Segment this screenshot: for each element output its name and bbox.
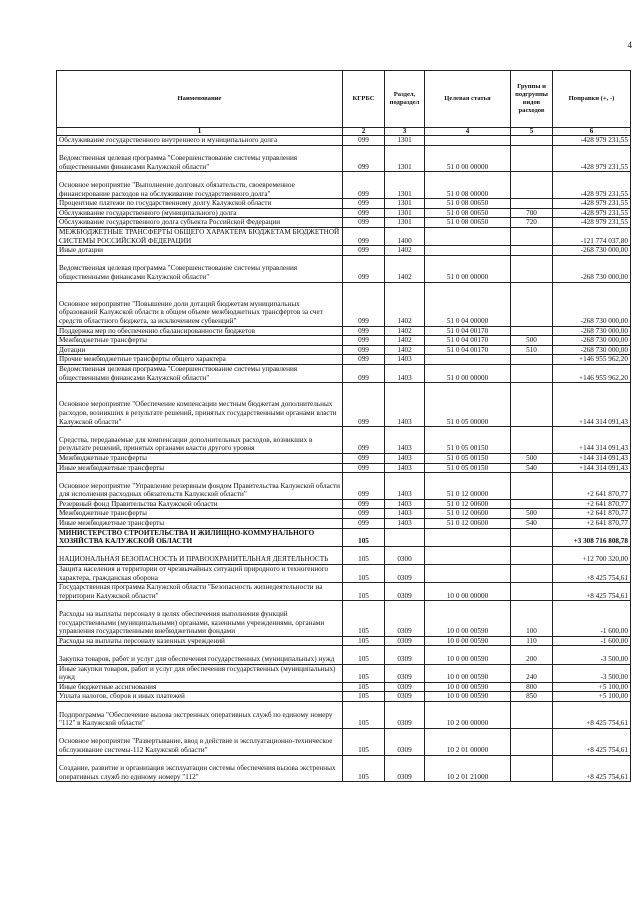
- row-section: 1301: [385, 136, 425, 146]
- row-expense-group: [511, 199, 553, 209]
- row-target-article: 51 0 08 00650: [425, 218, 511, 228]
- row-amount: -428 979 231,55: [553, 136, 631, 146]
- row-amount: +2 641 870,77: [553, 499, 631, 509]
- row-kgrbs: 099: [343, 145, 385, 172]
- row-name: МИНИСТЕРСТВО СТРОИТЕЛЬСТВА И ЖИЛИЩНО-КОММУНАЛЬНОГО ХОЗЯЙСТВА КАЛУЖСКОЙ ОБЛАСТИ: [57, 528, 343, 546]
- row-target-article: [425, 227, 511, 245]
- row-target-article: 51 0 12 00600: [425, 519, 511, 529]
- row-target-article: 10 0 00 00590: [425, 601, 511, 636]
- header-kgrbs: КГРБС: [343, 71, 385, 128]
- row-expense-group: [511, 528, 553, 546]
- row-target-article: [425, 355, 511, 365]
- row-section: 1301: [385, 145, 425, 172]
- row-amount: +12 700 320,00: [553, 546, 631, 564]
- row-kgrbs: 099: [343, 453, 385, 463]
- row-kgrbs: 105: [343, 583, 385, 601]
- row-name: Ведомственная целевая программа "Совершенствование системы управления общественными финансами Калужской области": [57, 364, 343, 382]
- table-row: [57, 136, 631, 146]
- row-expense-group: [511, 255, 553, 282]
- header-section: Раздел, подраздел: [385, 71, 425, 128]
- row-target-article: [425, 546, 511, 564]
- row-kgrbs: 099: [343, 427, 385, 454]
- table-row: [57, 546, 631, 564]
- row-name: Подпрограмма "Обеспечение вызова экстренных оперативных служб по единому номеру "112" в Калужской области": [57, 701, 343, 728]
- table-row: [57, 728, 631, 755]
- row-expense-group: [511, 145, 553, 172]
- row-target-article: [425, 136, 511, 146]
- row-kgrbs: 099: [343, 246, 385, 256]
- row-name: Дотации: [57, 345, 343, 355]
- row-name: Закупка товаров, работ и услуг для обеспечения государственных (муниципальных) нужд: [57, 646, 343, 664]
- row-target-article: 10 2 00 00000: [425, 701, 511, 728]
- row-section: 1403: [385, 453, 425, 463]
- row-amount: +5 100,00: [553, 692, 631, 702]
- row-section: 1402: [385, 246, 425, 256]
- row-name: Расходы на выплаты персоналу казенных учреждений: [57, 636, 343, 646]
- row-target-article: 51 0 05 00150: [425, 427, 511, 454]
- row-expense-group: [511, 355, 553, 365]
- row-name: Обслуживание государственного долга субъекта Российской Федерации: [57, 218, 343, 228]
- row-kgrbs: 099: [343, 383, 385, 427]
- row-section: 1301: [385, 218, 425, 228]
- row-kgrbs: 099: [343, 509, 385, 519]
- row-kgrbs: 099: [343, 218, 385, 228]
- row-expense-group: [511, 136, 553, 146]
- row-expense-group: 700: [511, 208, 553, 218]
- row-name: Создание, развитие и организация эксплуатации системы обеспечения вызова экстренных оперативных служб по единому номеру "112": [57, 755, 343, 782]
- column-number: 3: [385, 128, 425, 136]
- row-target-article: [425, 246, 511, 256]
- row-section: 1403: [385, 364, 425, 382]
- row-amount: -428 979 231,55: [553, 145, 631, 172]
- table-row: [57, 453, 631, 463]
- table-row: [57, 463, 631, 473]
- row-kgrbs: 099: [343, 326, 385, 336]
- row-name: Основное мероприятие "Управление резервным фондом Правительства Калужской области для исполнения расходных обязательств Калужской области": [57, 473, 343, 500]
- header-expense-group: Группы и подгруппы видов расходов: [511, 71, 553, 128]
- row-amount: -1 600,00: [553, 601, 631, 636]
- row-section: 1403: [385, 509, 425, 519]
- row-expense-group: 110: [511, 636, 553, 646]
- row-target-article: 10 2 01 00000: [425, 728, 511, 755]
- row-amount: +3 308 716 808,78: [553, 528, 631, 546]
- row-target-article: 51 0 08 00000: [425, 172, 511, 199]
- row-kgrbs: 099: [343, 355, 385, 365]
- row-name: Защита населения и территории от чрезвычайных ситуаций природного и техногенного характера, гражданская оборона: [57, 565, 343, 583]
- row-section: 1403: [385, 499, 425, 509]
- table-row: [57, 282, 631, 326]
- row-target-article: 51 0 05 00000: [425, 383, 511, 427]
- row-target-article: 10 0 00 00590: [425, 682, 511, 692]
- row-expense-group: 500: [511, 453, 553, 463]
- row-kgrbs: 105: [343, 728, 385, 755]
- row-kgrbs: 105: [343, 692, 385, 702]
- row-expense-group: 500: [511, 509, 553, 519]
- row-kgrbs: 105: [343, 701, 385, 728]
- row-section: [385, 528, 425, 546]
- row-expense-group: [511, 755, 553, 782]
- row-name: Иные бюджетные ассигнования: [57, 682, 343, 692]
- row-expense-group: [511, 701, 553, 728]
- table-row: [57, 355, 631, 365]
- row-section: 0300: [385, 546, 425, 564]
- row-kgrbs: 099: [343, 345, 385, 355]
- row-amount: +8 425 754,61: [553, 565, 631, 583]
- row-expense-group: 510: [511, 345, 553, 355]
- row-expense-group: [511, 246, 553, 256]
- row-amount: -268 730 000,00: [553, 345, 631, 355]
- row-kgrbs: 099: [343, 199, 385, 209]
- row-kgrbs: 099: [343, 227, 385, 245]
- row-kgrbs: 099: [343, 208, 385, 218]
- row-section: 0309: [385, 728, 425, 755]
- row-section: 1402: [385, 326, 425, 336]
- row-target-article: 51 0 08 00650: [425, 199, 511, 209]
- row-expense-group: 800: [511, 682, 553, 692]
- table-row: [57, 427, 631, 454]
- row-section: 1403: [385, 427, 425, 454]
- row-name: Основное мероприятие "Обеспечение компенсации местным бюджетам дополнительных расходов, возникших в результате решений, принятых государственными органами власти Калужской области": [57, 383, 343, 427]
- budget-amendments-table: [56, 70, 631, 782]
- row-expense-group: 200: [511, 646, 553, 664]
- row-amount: +8 425 754,61: [553, 701, 631, 728]
- row-target-article: 51 0 12 00600: [425, 509, 511, 519]
- row-amount: -268 730 000,00: [553, 326, 631, 336]
- table-row: [57, 227, 631, 245]
- column-number: 5: [511, 128, 553, 136]
- header-name: Наименование: [57, 71, 343, 128]
- row-kgrbs: 099: [343, 282, 385, 326]
- row-kgrbs: 099: [343, 364, 385, 382]
- row-name: НАЦИОНАЛЬНАЯ БЕЗОПАСНОСТЬ И ПРАВООХРАНИТЕЛЬНАЯ ДЕЯТЕЛЬНОСТЬ: [57, 546, 343, 564]
- row-name: Основное мероприятие "Повышение доли дотаций бюджетам муниципальных образований Калужской области в общем объеме межбюджетных трансфертов за счет средств областного бюджета, за исключением субвенций": [57, 282, 343, 326]
- row-amount: -428 979 231,55: [553, 172, 631, 199]
- row-amount: +8 425 754,61: [553, 728, 631, 755]
- column-numbers-row: [57, 128, 631, 136]
- row-name: Межбюджетные трансферты: [57, 453, 343, 463]
- row-kgrbs: 105: [343, 601, 385, 636]
- row-kgrbs: 105: [343, 682, 385, 692]
- row-section: 1403: [385, 519, 425, 529]
- row-expense-group: 720: [511, 218, 553, 228]
- row-amount: +2 641 870,77: [553, 509, 631, 519]
- row-target-article: 51 0 04 00170: [425, 336, 511, 346]
- table-row: [57, 326, 631, 336]
- column-number: 2: [343, 128, 385, 136]
- row-expense-group: 850: [511, 692, 553, 702]
- row-kgrbs: 099: [343, 473, 385, 500]
- row-kgrbs: 099: [343, 255, 385, 282]
- row-kgrbs: 099: [343, 172, 385, 199]
- table-row: [57, 255, 631, 282]
- row-section: 1403: [385, 473, 425, 500]
- row-kgrbs: 105: [343, 755, 385, 782]
- table-row: [57, 646, 631, 664]
- header-target-article: Целевая статья: [425, 71, 511, 128]
- row-name: Основное мероприятие "Развертывание, ввод в действие и эксплуатационно-техническое обслуживание системы-112 Калужской области": [57, 728, 343, 755]
- row-kgrbs: 105: [343, 636, 385, 646]
- row-section: 0309: [385, 755, 425, 782]
- row-name: Основное мероприятие "Выполнение долговых обязательств, своевременное финансирование расходов на обслуживание государственного долга": [57, 172, 343, 199]
- row-section: 0309: [385, 664, 425, 682]
- row-expense-group: [511, 473, 553, 500]
- row-target-article: 10 0 00 00590: [425, 646, 511, 664]
- row-expense-group: 540: [511, 463, 553, 473]
- row-expense-group: [511, 427, 553, 454]
- row-name: Расходы на выплаты персоналу в целях обеспечения выполнения функций государственными (муниципальными) органами, казенными учреждениями, органами управления государственными внебюджетными фондами: [57, 601, 343, 636]
- row-section: 0309: [385, 601, 425, 636]
- row-target-article: 10 0 00 00000: [425, 583, 511, 601]
- row-target-article: [425, 565, 511, 583]
- row-kgrbs: 099: [343, 463, 385, 473]
- row-name: Процентные платежи по государственному долгу Калужской области: [57, 199, 343, 209]
- row-amount: +144 314 091,43: [553, 383, 631, 427]
- table-row: [57, 583, 631, 601]
- row-section: 1402: [385, 345, 425, 355]
- table-row: [57, 601, 631, 636]
- column-number: 4: [425, 128, 511, 136]
- row-target-article: 51 0 04 00170: [425, 326, 511, 336]
- row-kgrbs: 099: [343, 499, 385, 509]
- row-section: 0309: [385, 646, 425, 664]
- row-name: Иные межбюджетные трансферты: [57, 463, 343, 473]
- row-amount: -428 979 231,55: [553, 208, 631, 218]
- row-target-article: 51 0 12 00600: [425, 499, 511, 509]
- row-amount: -428 979 231,55: [553, 199, 631, 209]
- row-expense-group: [511, 565, 553, 583]
- table-row: [57, 208, 631, 218]
- row-amount: -268 730 000,00: [553, 255, 631, 282]
- row-target-article: 10 0 00 00590: [425, 636, 511, 646]
- row-section: 1301: [385, 208, 425, 218]
- table-row: [57, 664, 631, 682]
- row-amount: -268 730 000,00: [553, 282, 631, 326]
- row-name: Ведомственная целевая программа "Совершенствование системы управления общественными финансами Калужской области": [57, 145, 343, 172]
- row-expense-group: [511, 728, 553, 755]
- row-name: Обслуживание государственного внутреннего и муниципального долга: [57, 136, 343, 146]
- table-row: [57, 636, 631, 646]
- row-amount: +2 641 870,77: [553, 473, 631, 500]
- row-section: 1403: [385, 463, 425, 473]
- row-kgrbs: 099: [343, 336, 385, 346]
- row-expense-group: 100: [511, 601, 553, 636]
- table-row: [57, 519, 631, 529]
- column-number: 1: [57, 128, 343, 136]
- row-expense-group: [511, 546, 553, 564]
- row-target-article: 51 0 12 00000: [425, 473, 511, 500]
- table-row: [57, 364, 631, 382]
- row-section: 1403: [385, 383, 425, 427]
- row-amount: -1 600,00: [553, 636, 631, 646]
- row-target-article: 10 2 01 21000: [425, 755, 511, 782]
- row-amount: +8 425 754,61: [553, 583, 631, 601]
- row-expense-group: 240: [511, 664, 553, 682]
- table-header-row: [57, 71, 631, 128]
- row-amount: -121 774 037,80: [553, 227, 631, 245]
- row-amount: -268 730 000,00: [553, 246, 631, 256]
- row-amount: +144 314 091,43: [553, 463, 631, 473]
- row-name: Прочие межбюджетные трансферты общего характера: [57, 355, 343, 365]
- row-amount: +5 100,00: [553, 682, 631, 692]
- table-row: [57, 682, 631, 692]
- table-row: [57, 383, 631, 427]
- row-name: Ведомственная целевая программа "Совершенствование системы управления общественными финансами Калужской области": [57, 255, 343, 282]
- row-expense-group: [511, 499, 553, 509]
- row-name: Межбюджетные трансферты: [57, 509, 343, 519]
- header-amount: Поправки (+, -): [553, 71, 631, 128]
- table-row: [57, 565, 631, 583]
- row-expense-group: [511, 326, 553, 336]
- row-name: Резервный фонд Правительства Калужской области: [57, 499, 343, 509]
- column-number: 6: [553, 128, 631, 136]
- table-row: [57, 172, 631, 199]
- row-kgrbs: 105: [343, 646, 385, 664]
- row-amount: -3 500,00: [553, 664, 631, 682]
- row-name: МЕЖБЮДЖЕТНЫЕ ТРАНСФЕРТЫ ОБЩЕГО ХАРАКТЕРА БЮДЖЕТАМ БЮДЖЕТНОЙ СИСТЕМЫ РОССИЙСКОЙ ФЕДЕРАЦИИ: [57, 227, 343, 245]
- row-target-article: 51 0 04 00000: [425, 282, 511, 326]
- table-row: [57, 509, 631, 519]
- row-kgrbs: 099: [343, 136, 385, 146]
- row-kgrbs: 099: [343, 519, 385, 529]
- table-row: [57, 528, 631, 546]
- row-expense-group: 540: [511, 519, 553, 529]
- page-number: 4: [627, 40, 632, 50]
- row-name: Межбюджетные трансферты: [57, 336, 343, 346]
- row-expense-group: [511, 583, 553, 601]
- row-amount: +144 314 091,43: [553, 427, 631, 454]
- row-section: 0309: [385, 692, 425, 702]
- row-target-article: 10 0 00 00590: [425, 692, 511, 702]
- row-name: Уплата налогов, сборов и иных платежей: [57, 692, 343, 702]
- row-target-article: 51 0 00 00000: [425, 255, 511, 282]
- row-target-article: 51 0 04 00170: [425, 345, 511, 355]
- row-name: Средства, передаваемые для компенсации дополнительных расходов, возникших в результате решений, принятых органами власти другого уровня: [57, 427, 343, 454]
- row-target-article: [425, 528, 511, 546]
- row-section: 1402: [385, 282, 425, 326]
- table-row: [57, 701, 631, 728]
- row-expense-group: [511, 172, 553, 199]
- row-expense-group: [511, 364, 553, 382]
- row-name: Иные закупки товаров, работ и услуг для обеспечения государственных (муниципальных) нужд: [57, 664, 343, 682]
- row-section: 1400: [385, 227, 425, 245]
- row-amount: +2 641 870,77: [553, 519, 631, 529]
- row-section: 1301: [385, 199, 425, 209]
- table-row: [57, 246, 631, 256]
- row-kgrbs: 105: [343, 528, 385, 546]
- row-amount: -3 500,00: [553, 646, 631, 664]
- row-name: Поддержка мер по обеспечению сбалансированности бюджетов: [57, 326, 343, 336]
- table-row: [57, 199, 631, 209]
- row-amount: +146 955 962,20: [553, 364, 631, 382]
- row-amount: +144 314 091,43: [553, 453, 631, 463]
- row-amount: -428 979 231,55: [553, 218, 631, 228]
- row-kgrbs: 105: [343, 664, 385, 682]
- row-section: 1403: [385, 355, 425, 365]
- table-row: [57, 692, 631, 702]
- table-row: [57, 755, 631, 782]
- row-target-article: 51 0 00 00000: [425, 145, 511, 172]
- row-section: 0309: [385, 701, 425, 728]
- row-target-article: 51 0 05 00150: [425, 463, 511, 473]
- table-row: [57, 145, 631, 172]
- row-amount: +8 425 754,61: [553, 755, 631, 782]
- table-row: [57, 336, 631, 346]
- row-target-article: 51 0 00 00000: [425, 364, 511, 382]
- row-kgrbs: 105: [343, 546, 385, 564]
- row-target-article: 51 0 05 00150: [425, 453, 511, 463]
- row-section: 0309: [385, 565, 425, 583]
- row-section: 1301: [385, 172, 425, 199]
- row-section: 1402: [385, 255, 425, 282]
- row-kgrbs: 105: [343, 565, 385, 583]
- row-target-article: 51 0 08 00650: [425, 208, 511, 218]
- row-amount: +146 955 962,20: [553, 355, 631, 365]
- row-name: Иные межбюджетные трансферты: [57, 519, 343, 529]
- row-expense-group: [511, 282, 553, 326]
- row-name: Иные дотации: [57, 246, 343, 256]
- row-section: 1402: [385, 336, 425, 346]
- row-section: 0309: [385, 636, 425, 646]
- row-expense-group: [511, 383, 553, 427]
- row-name: Государственная программа Калужской области "Безопасность жизнедеятельности на территории Калужской области": [57, 583, 343, 601]
- row-amount: -268 730 000,00: [553, 336, 631, 346]
- row-name: Обслуживание государственного (муниципального) долга: [57, 208, 343, 218]
- row-target-article: 10 0 00 00590: [425, 664, 511, 682]
- row-expense-group: [511, 227, 553, 245]
- row-section: 0309: [385, 682, 425, 692]
- table-row: [57, 499, 631, 509]
- table-row: [57, 345, 631, 355]
- row-section: 0309: [385, 583, 425, 601]
- table-row: [57, 473, 631, 500]
- table-row: [57, 218, 631, 228]
- row-expense-group: 500: [511, 336, 553, 346]
